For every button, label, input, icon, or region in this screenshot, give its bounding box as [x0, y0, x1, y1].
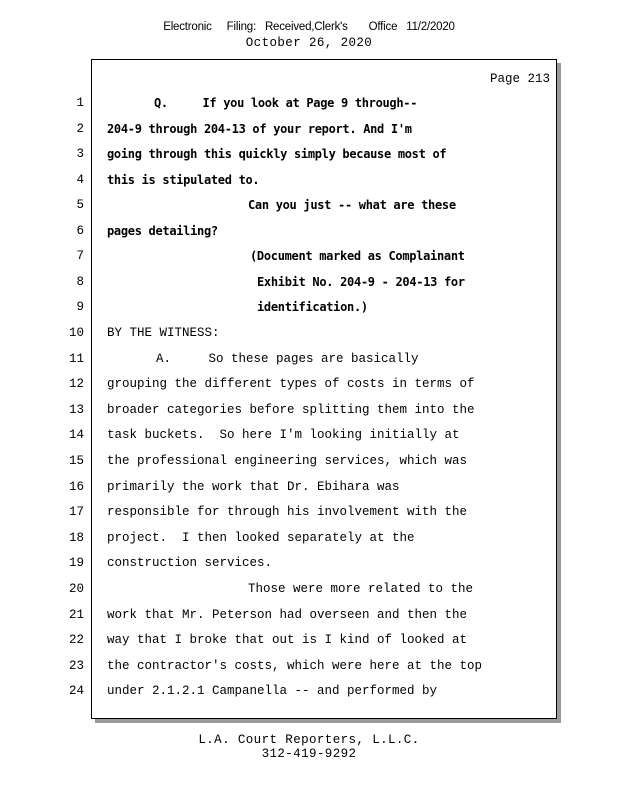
line-number: 9	[76, 300, 84, 314]
line-number: 3	[76, 147, 84, 161]
transcript-line: going through this quickly simply because most of	[107, 147, 447, 161]
transcript-line: responsible for through his involvement with the	[107, 505, 468, 519]
transcript-line: 204-9 through 204-13 of your report. And I'm	[107, 122, 412, 136]
line-number: 11	[68, 352, 84, 366]
filing-stamp: Electronic Filing: Received,Clerk's Office 11/2/2020	[163, 21, 455, 33]
transcript-line: Q. If you look at Page 9 through--	[154, 96, 418, 110]
transcript-line: work that Mr. Peterson had overseen and then the	[107, 608, 468, 622]
transcript-line: project. I then looked separately at the	[107, 531, 415, 545]
line-number: 5	[76, 198, 84, 212]
transcript-line: primarily the work that Dr. Ebihara was	[107, 480, 400, 494]
line-number: 13	[68, 403, 84, 417]
transcript-line: broader categories before splitting them into the	[107, 403, 475, 417]
transcript-line: grouping the different types of costs in terms of	[107, 377, 475, 391]
transcript-line: BY THE WITNESS:	[107, 326, 220, 340]
transcript-line: under 2.1.2.1 Campanella -- and performed by	[107, 684, 438, 698]
line-number: 15	[68, 454, 84, 468]
line-number: 19	[68, 556, 84, 570]
line-number: 6	[76, 224, 84, 238]
footer-phone: 312-419-9292	[261, 747, 357, 761]
line-number: 12	[68, 377, 84, 391]
line-number: 20	[68, 582, 84, 596]
line-number: 21	[68, 608, 84, 622]
transcript-line: construction services.	[107, 556, 273, 570]
line-number: 22	[68, 633, 84, 647]
line-number: 16	[68, 480, 84, 494]
transcript-line: Those were more related to the	[248, 582, 474, 596]
line-number: 8	[76, 275, 84, 289]
line-number: 17	[68, 505, 84, 519]
page-number: Page 213	[489, 72, 550, 86]
line-number: 4	[76, 173, 84, 187]
line-number: 24	[68, 684, 84, 698]
line-number: 2	[76, 122, 84, 136]
transcript-line: task buckets. So here I'm looking initially at	[107, 428, 460, 442]
transcript-line: the contractor's costs, which were here at the top	[107, 659, 483, 673]
transcript-line: A. So these pages are basically	[156, 352, 419, 366]
transcript-line: pages detailing?	[107, 224, 218, 238]
line-number: 23	[68, 659, 84, 673]
transcript-line: this is stipulated to.	[107, 173, 260, 187]
transcript-line: identification.)	[257, 300, 368, 314]
line-number: 14	[68, 428, 84, 442]
line-number: 10	[68, 326, 84, 340]
transcript-line: the professional engineering services, which was	[107, 454, 468, 468]
transcript-line: way that I broke that out is I kind of looked at	[107, 633, 468, 647]
transcript-line: Exhibit No. 204-9 - 204-13 for	[257, 275, 465, 289]
footer-company: L.A. Court Reporters, L.L.C.	[198, 733, 420, 747]
transcript-line: Can you just -- what are these	[248, 198, 456, 212]
transcript-line: (Document marked as Complainant	[250, 249, 465, 263]
header-date: October 26, 2020	[245, 36, 373, 50]
line-number: 1	[76, 96, 84, 110]
line-number: 7	[76, 249, 84, 263]
line-number: 18	[68, 531, 84, 545]
